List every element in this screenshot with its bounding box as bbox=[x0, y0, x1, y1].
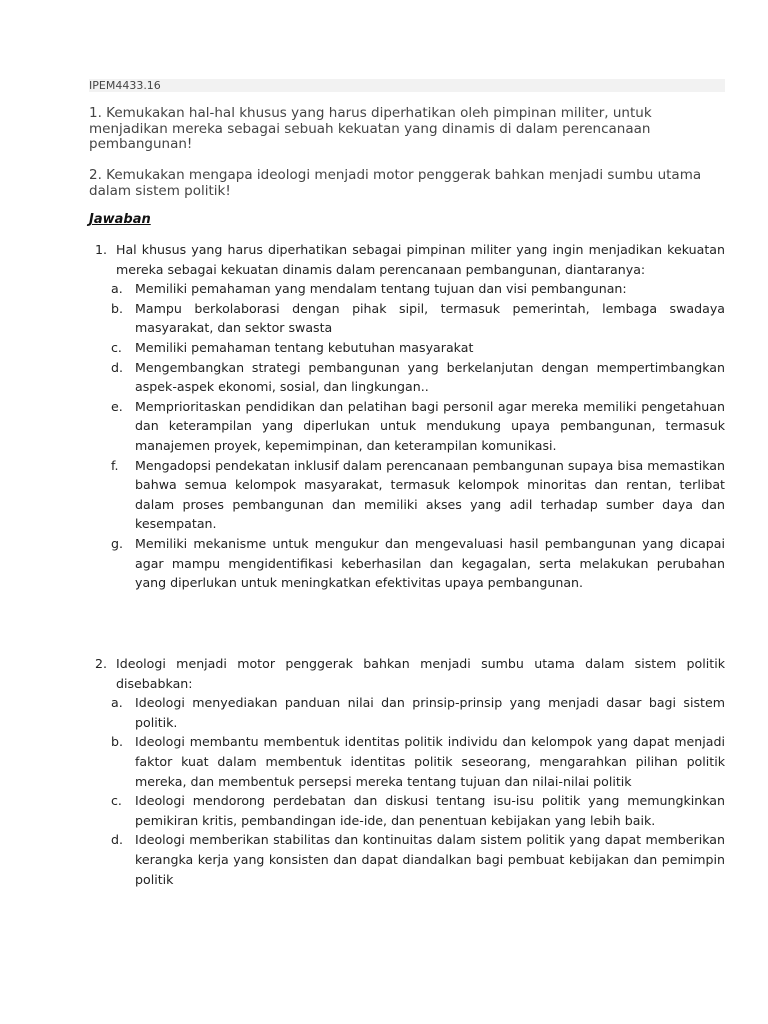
list-item bbox=[111, 693, 725, 732]
question-2: 2. Kemukakan mengapa ideologi menjadi motor penggerak bahkan menjadi sumbu utama dalam sistem politik! bbox=[89, 167, 702, 199]
item-letter: d. bbox=[111, 359, 123, 375]
item-text: Ideologi menyediakan panduan nilai dan prinsip-prinsip yang menjadi dasar bagi sistem politik. bbox=[135, 695, 725, 730]
item-letter: e. bbox=[111, 398, 123, 414]
item-text: Ideologi memberikan stabilitas dan kontinuitas dalam sistem politik yang dapat memberikan kerangka kerja yang konsisten dan dapat diandalkan bagi pembuat kebijakan dan pemimpin politik bbox=[135, 832, 725, 887]
answer-1-list bbox=[111, 279, 725, 593]
answer-2-intro bbox=[95, 654, 725, 693]
list-item bbox=[111, 732, 725, 791]
list-item bbox=[111, 299, 725, 338]
list-item bbox=[111, 279, 725, 299]
answer-2 bbox=[95, 654, 725, 889]
list-item bbox=[111, 358, 725, 397]
answer-text: Hal khusus yang harus diperhatikan sebagai pimpinan militer yang ingin menjadikan kekuatan mereka sebagai kekuatan dinamis dalam perencanaan pembangunan, diantaranya: bbox=[116, 242, 725, 277]
answer-1 bbox=[95, 240, 725, 593]
list-item bbox=[111, 456, 725, 534]
answer-heading: Jawaban bbox=[89, 212, 151, 227]
answer-2-list bbox=[111, 693, 725, 889]
answer-number: 2. bbox=[95, 656, 108, 671]
item-letter: c. bbox=[111, 339, 122, 355]
item-letter: g. bbox=[111, 535, 123, 551]
item-letter: c. bbox=[111, 793, 122, 809]
item-letter: d. bbox=[111, 832, 123, 848]
list-item bbox=[111, 338, 725, 358]
item-text: Mengembangkan strategi pembangunan yang berkelanjutan dengan mempertimbangkan aspek-aspek ekonomi, sosial, dan lingkungan.. bbox=[135, 359, 725, 395]
item-text: Memiliki pemahaman tentang kebutuhan masyarakat bbox=[135, 339, 474, 355]
answer-1-intro bbox=[95, 240, 725, 279]
answer-number: 1. bbox=[95, 242, 108, 257]
item-letter: a. bbox=[111, 281, 123, 297]
item-letter: a. bbox=[111, 695, 123, 711]
list-item bbox=[111, 534, 725, 593]
list-item bbox=[111, 791, 725, 830]
item-text: Memprioritaskan pendidikan dan pelatihan bagi personil agar mereka memiliki pengetahuan dan keterampilan yang diperlukan untuk mendukung upaya pembangunan, termasuk manajemen proyek, kepemimpinan, dan keterampilan komunikasi. bbox=[135, 398, 725, 453]
item-text: Ideologi mendorong perdebatan dan diskusi tentang isu-isu politik yang memungkinkan pemikiran kritis, pembandingan ide-ide, dan penentuan kebijakan yang lebih baik. bbox=[135, 793, 725, 828]
item-text: Memiliki pemahaman yang mendalam tentang tujuan dan visi pembangunan: bbox=[135, 281, 627, 297]
item-text: Mengadopsi pendekatan inklusif dalam perencanaan pembangunan supaya bisa memastikan bahwa semua kelompok masyarakat, termasuk kelompok minoritas dan rentan, terlibat dalam proses pembangunan dan memiliki akses yang adil terhadap sumber daya dan kesempatan. bbox=[135, 457, 725, 532]
course-code: IPEM4433.16 bbox=[89, 79, 725, 92]
answer-text: Ideologi menjadi motor penggerak bahkan menjadi sumbu utama dalam sistem politik disebabkan: bbox=[116, 656, 725, 691]
question-1: 1. Kemukakan hal-hal khusus yang harus diperhatikan oleh pimpinan militer, untuk menjadikan mereka sebagai sebuah kekuatan yang dinamis di dalam perencanaan pembangunan! bbox=[89, 105, 652, 152]
item-text: Mampu berkolaborasi dengan pihak sipil, termasuk pemerintah, lembaga swadaya masyarakat, dan sektor swasta bbox=[135, 300, 725, 336]
list-item bbox=[111, 830, 725, 889]
item-letter: f. bbox=[111, 457, 119, 473]
item-text: Memiliki mekanisme untuk mengukur dan mengevaluasi hasil pembangunan yang dicapai agar mampu mengidentifikasi keberhasilan dan kegagalan, serta melakukan perubahan yang diperlukan untuk meningkatkan efektivitas upaya pembangunan. bbox=[135, 535, 725, 591]
item-letter: b. bbox=[111, 734, 123, 750]
item-text: Ideologi membantu membentuk identitas politik individu dan kelompok yang dapat menjadi faktor kuat dalam membentuk identitas politik seseorang, mengarahkan pilihan politik mereka, dan membentuk persepsi mereka tentang tujuan dan nilai-nilai politik bbox=[135, 734, 725, 789]
list-item bbox=[111, 397, 725, 456]
item-letter: b. bbox=[111, 300, 123, 316]
